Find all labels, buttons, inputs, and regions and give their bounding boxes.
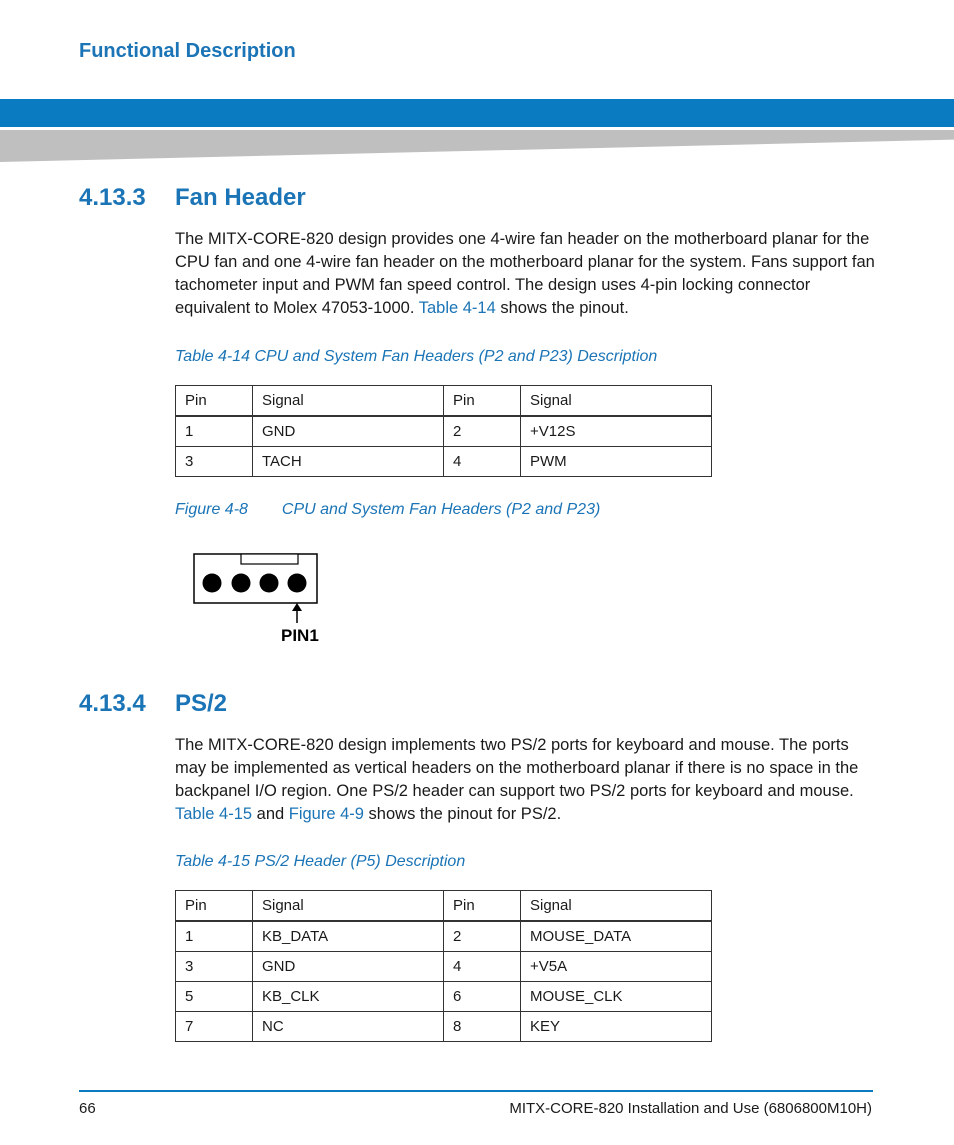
table-row [176, 982, 712, 1012]
fan-header-diagram [193, 553, 323, 645]
para-text: shows the pinout. [495, 299, 629, 317]
header-cell: Signal [253, 891, 444, 922]
document-title: MITX-CORE-820 Installation and Use (6806800M10H) [509, 1100, 872, 1117]
header-cell: Pin [176, 891, 253, 922]
table-cell: PWM [521, 447, 712, 477]
section-number: 4.13.4 [79, 690, 146, 717]
table-row [176, 1012, 712, 1042]
pin-circle [232, 574, 251, 593]
para-text: The MITX-CORE-820 design provides one 4-wire fan header on the motherboard planar for the CPU fan and one 4-wire fan header on the motherboard planar for the system. Fans support fan tachometer input and PWM fan speed control. The design uses 4-pin locking connector equivalent to Molex 47053-1000. [175, 230, 875, 317]
table-cell: MOUSE_CLK [521, 982, 712, 1012]
table-cell: +V12S [521, 416, 712, 447]
table-4-14-link[interactable]: Table 4-14 [418, 299, 496, 317]
table-cell: 1 [176, 416, 253, 447]
table-row [176, 416, 712, 447]
table-cell: KB_CLK [253, 982, 444, 1012]
table-cell: 2 [444, 416, 521, 447]
header-cell: Signal [521, 386, 712, 417]
para-text: and [252, 805, 289, 823]
table-cell: GND [253, 952, 444, 982]
table-row [176, 921, 712, 952]
table-cell: 3 [176, 447, 253, 477]
figure-title: CPU and System Fan Headers (P2 and P23) [281, 501, 601, 518]
section-title: PS/2 [175, 690, 228, 717]
figure-caption-4-8 [175, 501, 600, 519]
table-cell: KB_DATA [253, 921, 444, 952]
table-cell: +V5A [521, 952, 712, 982]
table-cell: 7 [176, 1012, 253, 1042]
table-caption-4-14: Table 4-14 CPU and System Fan Headers (P2 and P23) Description [175, 348, 658, 365]
fan-paragraph [175, 228, 875, 320]
table-cell: 6 [444, 982, 521, 1012]
header-cell: Pin [176, 386, 253, 417]
table-cell: GND [253, 416, 444, 447]
connector-latch [241, 554, 298, 564]
table-cell: 4 [444, 952, 521, 982]
table-cell: 2 [444, 921, 521, 952]
header-cell: Pin [444, 386, 521, 417]
figure-4-9-link[interactable]: Figure 4-9 [288, 805, 364, 823]
para-text: The MITX-CORE-820 design implements two PS/2 ports for keyboard and mouse. The ports may be implemented as vertical headers on the motherboard planar if there is no space in the backpanel I/O region. One PS/2 header can support two PS/2 ports for keyboard and mouse. [175, 736, 859, 800]
table-row [176, 952, 712, 982]
header-gray-band [0, 130, 954, 162]
section-heading-fan [79, 184, 306, 212]
header-cell: Signal [521, 891, 712, 922]
table-cell: TACH [253, 447, 444, 477]
table-cell: 5 [176, 982, 253, 1012]
pin1-label: PIN1 [281, 626, 319, 645]
header-cell: Pin [444, 891, 521, 922]
table-cell: 8 [444, 1012, 521, 1042]
ps2-pinout-table [175, 890, 712, 1042]
pin-circle [260, 574, 279, 593]
header-cell: Signal [253, 386, 444, 417]
para-text: shows the pinout for PS/2. [363, 805, 562, 823]
table-row [176, 447, 712, 477]
header-blue-band [0, 99, 954, 127]
table-header-row [176, 386, 712, 417]
table-cell: KEY [521, 1012, 712, 1042]
ps2-paragraph [175, 734, 875, 826]
table-cell: 1 [176, 921, 253, 952]
table-4-15-link[interactable]: Table 4-15 [175, 805, 253, 823]
section-title: Fan Header [175, 184, 306, 211]
footer-rule [79, 1090, 873, 1092]
table-header-row [176, 891, 712, 922]
table-cell: 4 [444, 447, 521, 477]
table-cell: MOUSE_DATA [521, 921, 712, 952]
fan-pinout-table [175, 385, 712, 477]
pin-circle [288, 574, 307, 593]
pin-circle [203, 574, 222, 593]
page-number: 66 [79, 1100, 96, 1117]
table-cell: 3 [176, 952, 253, 982]
arrow-head [292, 603, 302, 611]
table-cell: NC [253, 1012, 444, 1042]
running-header-title: Functional Description [79, 40, 300, 63]
section-number: 4.13.3 [79, 184, 146, 211]
figure-number: Figure 4-8 [175, 501, 248, 518]
table-caption-4-15: Table 4-15 PS/2 Header (P5) Description [175, 853, 466, 870]
section-heading-ps2 [79, 690, 227, 718]
